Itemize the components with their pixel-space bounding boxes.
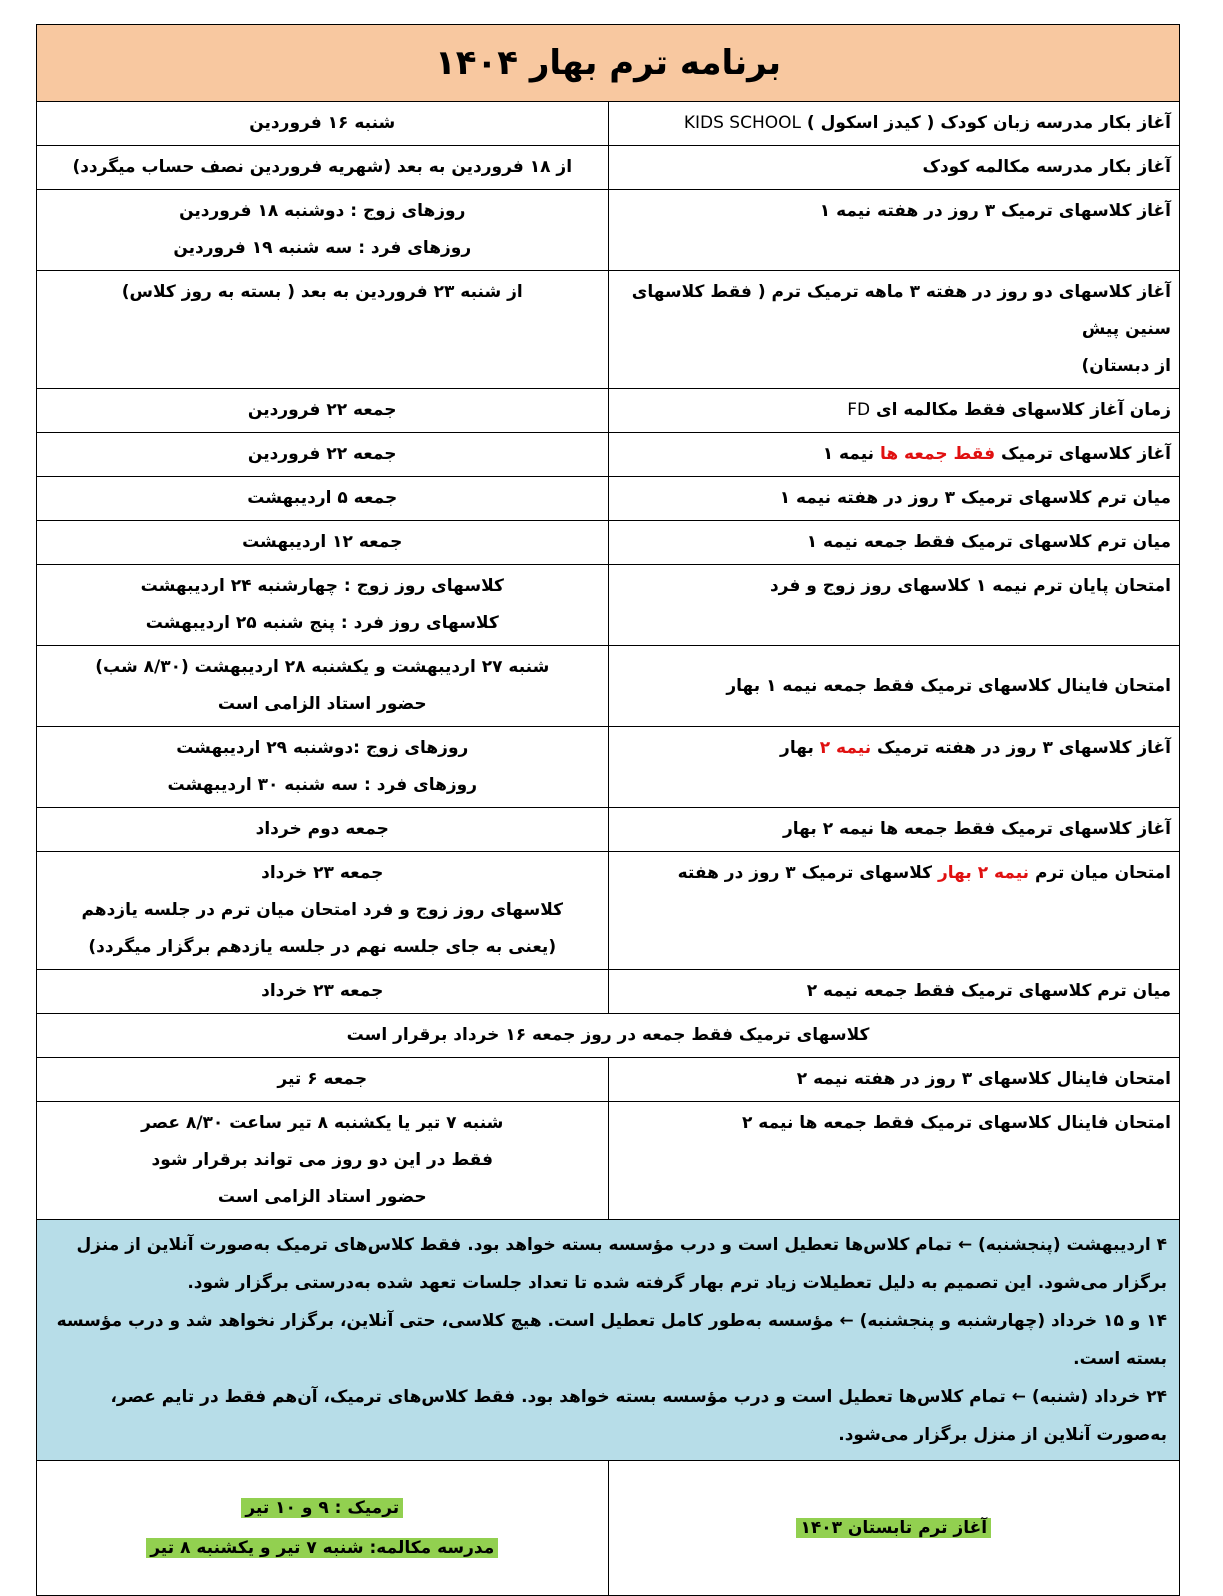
row-label: آغاز کلاسهای ترمیک bbox=[995, 444, 1171, 464]
table-row bbox=[37, 146, 1180, 190]
row-value: جمعه ۲۲ فروردین bbox=[247, 444, 397, 464]
row-value: (یعنی به جای جلسه نهم در جلسه یازدهم برگزار میگردد) bbox=[88, 937, 557, 957]
row-label: امتحان پایان ترم نیمه ۱ کلاسهای روز زوج و فرد bbox=[769, 576, 1171, 596]
row-value: کلاسهای روز فرد : پنج شنبه ۲۵ اردیبهشت bbox=[145, 613, 499, 633]
row-label: میان ترم کلاسهای ترمیک فقط جمعه نیمه ۲ bbox=[806, 981, 1171, 1001]
row-label-latin: FD bbox=[847, 400, 871, 420]
table-row bbox=[37, 1102, 1180, 1220]
row-value: روزهای زوج : دوشنبه ۱۸ فروردین bbox=[179, 201, 466, 221]
page-title: برنامه ترم بهار ۱۴۰۴ bbox=[434, 43, 782, 83]
notes-row bbox=[37, 1220, 1180, 1461]
row-value: جمعه ۲۲ فروردین bbox=[247, 400, 397, 420]
title-cell bbox=[37, 25, 1180, 102]
row-label: آغاز کلاسهای ترمیک ۳ روز در هفته نیمه ۱ bbox=[819, 201, 1171, 221]
table-row-full bbox=[37, 1014, 1180, 1058]
row-value: جمعه ۶ تیر bbox=[277, 1069, 368, 1089]
row-value: از ۱۸ فروردین به بعد (شهریه فروردین نصف حساب میگردد) bbox=[72, 157, 573, 177]
row-label-highlight: فقط جمعه ها bbox=[879, 444, 996, 464]
row-label: آغاز بکار مدرسه مکالمه کودک bbox=[922, 157, 1171, 177]
row-value: روزهای فرد : سه شنبه ۳۰ اردیبهشت bbox=[167, 775, 478, 795]
table-row bbox=[37, 521, 1180, 565]
notes-box bbox=[37, 1220, 1180, 1461]
row-label: نیمه ۱ bbox=[822, 444, 880, 464]
row-value: کلاسهای روز زوج : چهارشنبه ۲۴ اردیبهشت bbox=[140, 576, 504, 596]
row-label: آغاز کلاسهای ۳ روز در هفته ترمیک bbox=[871, 738, 1171, 758]
row-label: امتحان فاینال کلاسهای ۳ روز در هفته نیمه ۲ bbox=[796, 1069, 1171, 1089]
row-label: بهار bbox=[780, 738, 820, 758]
footer-row bbox=[37, 1461, 1180, 1596]
row-label: آغاز کلاسهای ترمیک فقط جمعه ها نیمه ۲ بهار bbox=[783, 819, 1171, 839]
table-row bbox=[37, 852, 1180, 970]
row-value: جمعه ۲۳ خرداد bbox=[261, 981, 384, 1001]
table-row bbox=[37, 477, 1180, 521]
row-value: از شنبه ۲۳ فروردین به بعد ( بسته به روز کلاس) bbox=[121, 282, 523, 302]
row-label: امتحان فاینال کلاسهای ترمیک فقط جمعه نیمه ۱ بهار bbox=[726, 675, 1171, 696]
table-row bbox=[37, 565, 1180, 646]
table-row bbox=[37, 271, 1180, 389]
table-row bbox=[37, 646, 1180, 727]
row-value: شنبه ۱۶ فروردین bbox=[249, 113, 396, 133]
full-row-text: کلاسهای ترمیک فقط جمعه در روز جمعه ۱۶ خرداد برقرار است bbox=[346, 1025, 870, 1045]
row-label: میان ترم کلاسهای ترمیک ۳ روز در هفته نیمه ۱ bbox=[779, 488, 1171, 508]
row-value: حضور استاد الزامی است bbox=[217, 1187, 427, 1207]
row-value: کلاسهای روز زوج و فرد امتحان میان ترم در جلسه یازدهم bbox=[81, 900, 564, 920]
row-label-latin: KIDS SCHOOL bbox=[683, 113, 801, 133]
row-value: روزهای زوج :دوشنبه ۲۹ اردیبهشت bbox=[176, 738, 469, 758]
note-item: ۴ اردیبهشت (پنجشنبه) ← تمام کلاس‌ها تعطیل است و درب مؤسسه بسته خواهد بود. فقط کلاس‌های ترمیک به‌صورت آنلاین از منزل برگزار می‌شود. این تصمیم به دلیل تعطیلات زیاد ترم بهار گرفته شده تا تعداد جلسات تعهد شده به‌درستی برگزار شود. bbox=[76, 1235, 1167, 1293]
row-label: آغاز کلاسهای دو روز در هفته ۳ ماهه ترمیک ترم ( فقط کلاسهای سنین پیش bbox=[631, 282, 1171, 339]
row-value: جمعه ۱۲ اردیبهشت bbox=[242, 532, 403, 552]
row-value: حضور استاد الزامی است bbox=[217, 694, 427, 714]
row-value: جمعه ۵ اردیبهشت bbox=[247, 488, 398, 508]
summer-start-label: آغاز ترم تابستان ۱۴۰۳ bbox=[796, 1518, 991, 1538]
termic-dates: ترمیک : ۹ و ۱۰ تیر bbox=[241, 1498, 403, 1518]
row-value: شنبه ۷ تیر یا یکشنبه ۸ تیر ساعت ۸/۳۰ عصر bbox=[141, 1113, 504, 1133]
table-row bbox=[37, 727, 1180, 808]
note-item: ۲۴ خرداد (شنبه) ← تمام کلاس‌ها تعطیل است و درب مؤسسه بسته خواهد بود. فقط کلاس‌های ترمیک، آن‌هم فقط در تایم عصر، به‌صورت آنلاین از منزل برگزار می‌شود. bbox=[110, 1387, 1167, 1445]
table-row bbox=[37, 190, 1180, 271]
row-value: جمعه ۲۳ خرداد bbox=[261, 863, 384, 883]
row-value: شنبه ۲۷ اردیبهشت و یکشنبه ۲۸ اردیبهشت (۸/۳۰ شب) bbox=[95, 657, 550, 677]
table-row bbox=[37, 808, 1180, 852]
row-value: جمعه دوم خرداد bbox=[255, 819, 389, 839]
table-row bbox=[37, 970, 1180, 1014]
row-label: کلاسهای ترمیک ۳ روز در هفته bbox=[677, 863, 938, 883]
table-row bbox=[37, 102, 1180, 146]
row-label-highlight: نیمه ۲ bbox=[819, 738, 872, 758]
table-row bbox=[37, 1058, 1180, 1102]
note-item: ۱۴ و ۱۵ خرداد (چهارشنبه و پنجشنبه) ← مؤسسه به‌طور کامل تعطیل است. هیچ کلاسی، حتی آنلاین، برگزار نخواهد شد و درب مؤسسه بسته است. bbox=[56, 1311, 1167, 1369]
schedule-sheet bbox=[36, 24, 1180, 1596]
conversation-school-dates: مدرسه مکالمه: شنبه ۷ تیر و یکشنبه ۸ تیر bbox=[146, 1538, 498, 1558]
row-label: امتحان فاینال کلاسهای ترمیک فقط جمعه ها نیمه ۲ bbox=[742, 1113, 1171, 1133]
row-value: روزهای فرد : سه شنبه ۱۹ فروردین bbox=[173, 238, 472, 258]
row-value: فقط در این دو روز می تواند برقرار شود bbox=[151, 1150, 494, 1170]
row-label: میان ترم کلاسهای ترمیک فقط جمعه نیمه ۱ bbox=[806, 532, 1171, 552]
table-row bbox=[37, 433, 1180, 477]
schedule-table bbox=[36, 24, 1180, 1596]
row-label: زمان آغاز کلاسهای فقط مکالمه ای bbox=[870, 400, 1171, 420]
row-label-highlight: نیمه ۲ بهار bbox=[937, 863, 1030, 883]
row-label: از دبستان) bbox=[1081, 356, 1171, 376]
row-label: امتحان میان ترم bbox=[1029, 863, 1171, 883]
table-row bbox=[37, 389, 1180, 433]
row-label: آغاز بکار مدرسه زبان کودک ( کیدز اسکول ) bbox=[800, 113, 1171, 133]
